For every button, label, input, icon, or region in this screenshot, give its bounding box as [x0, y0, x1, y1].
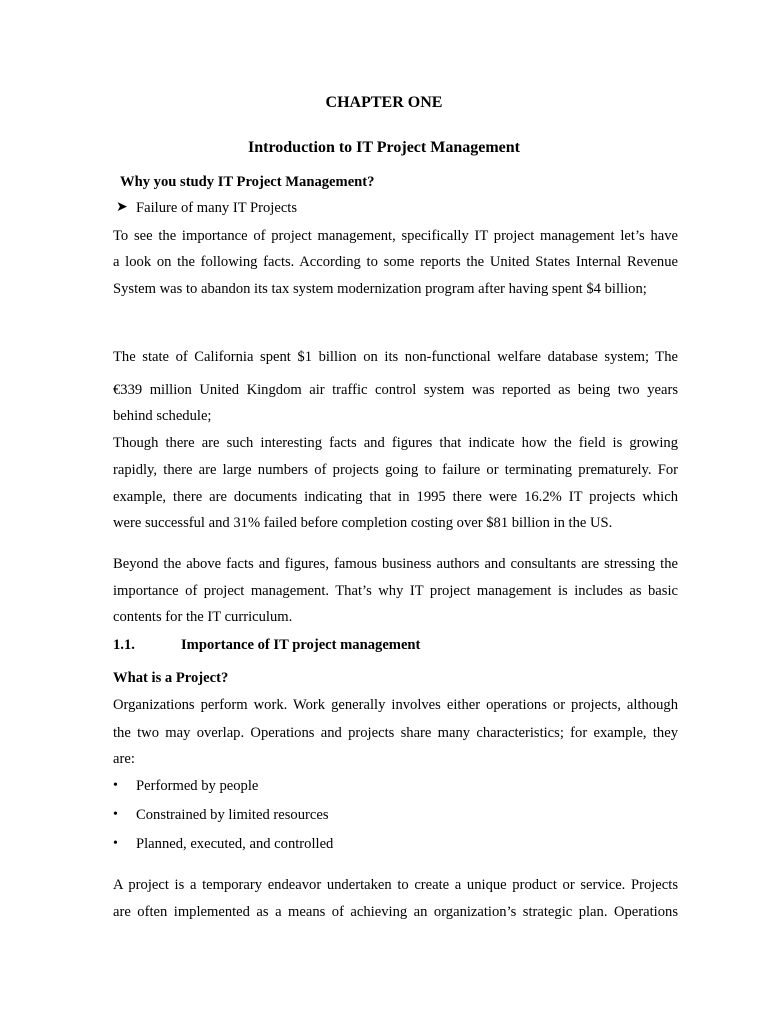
para1-line: System was to abandon its tax system modernization program after having spent $4 billion;: [113, 281, 647, 297]
para3-line: Though there are such interesting facts and figures that indicate how the field is growing: [113, 435, 678, 451]
para1-line: To see the importance of project management, specifically IT project management let’s have: [113, 228, 678, 244]
para3-line: rapidly, there are large numbers of projects going to failure or terminating prematurely. For: [113, 462, 678, 478]
para2-line: behind schedule;: [113, 408, 212, 424]
para5-line: the two may overlap. Operations and projects share many characteristics; for example, they: [113, 725, 678, 741]
para3-line: example, there are documents indicating that in 1995 there were 16.2% IT projects which: [113, 489, 678, 505]
project-heading: What is a Project?: [113, 670, 229, 686]
para3-line: were successful and 31% failed before completion costing over $81 billion in the US.: [113, 515, 613, 531]
chapter-title: CHAPTER ONE: [325, 94, 443, 111]
arrow-bullet-icon: ➤: [116, 200, 128, 215]
para5-line: are:: [113, 751, 135, 767]
para4-line: contents for the IT curriculum.: [113, 609, 293, 625]
para4-line: Beyond the above facts and figures, famous business authors and consultants are stressing the: [113, 556, 678, 572]
list-item: Performed by people: [136, 778, 259, 794]
para4-line: importance of project management. That’s why IT project management is includes as basic: [113, 583, 678, 599]
para6-line: are often implemented as a means of achieving an organization’s strategic plan. Operations: [113, 904, 678, 920]
bullet-dot-icon: •: [113, 807, 118, 822]
para2-line: The state of California spent $1 billion on its non-functional welfare database system; The: [113, 349, 678, 365]
section-number: 1.1.: [113, 637, 135, 653]
para5-line: Organizations perform work. Work generally involves either operations or projects, although: [113, 697, 678, 713]
why-heading: Why you study IT Project Management?: [120, 174, 375, 190]
chapter-subtitle: Introduction to IT Project Management: [248, 139, 520, 156]
arrow-item: Failure of many IT Projects: [136, 200, 298, 216]
bullet-dot-icon: •: [113, 778, 118, 793]
para6-line: A project is a temporary endeavor undertaken to create a unique product or service. Projects: [113, 877, 678, 893]
section-title: Importance of IT project management: [181, 637, 421, 653]
list-item: Planned, executed, and controlled: [136, 836, 334, 852]
para2-line: €339 million United Kingdom air traffic control system was reported as being two years: [113, 382, 678, 398]
list-item: Constrained by limited resources: [136, 807, 329, 823]
para1-line: a look on the following facts. According to some reports the United States Internal Revenue: [113, 254, 678, 270]
bullet-dot-icon: •: [113, 836, 118, 851]
